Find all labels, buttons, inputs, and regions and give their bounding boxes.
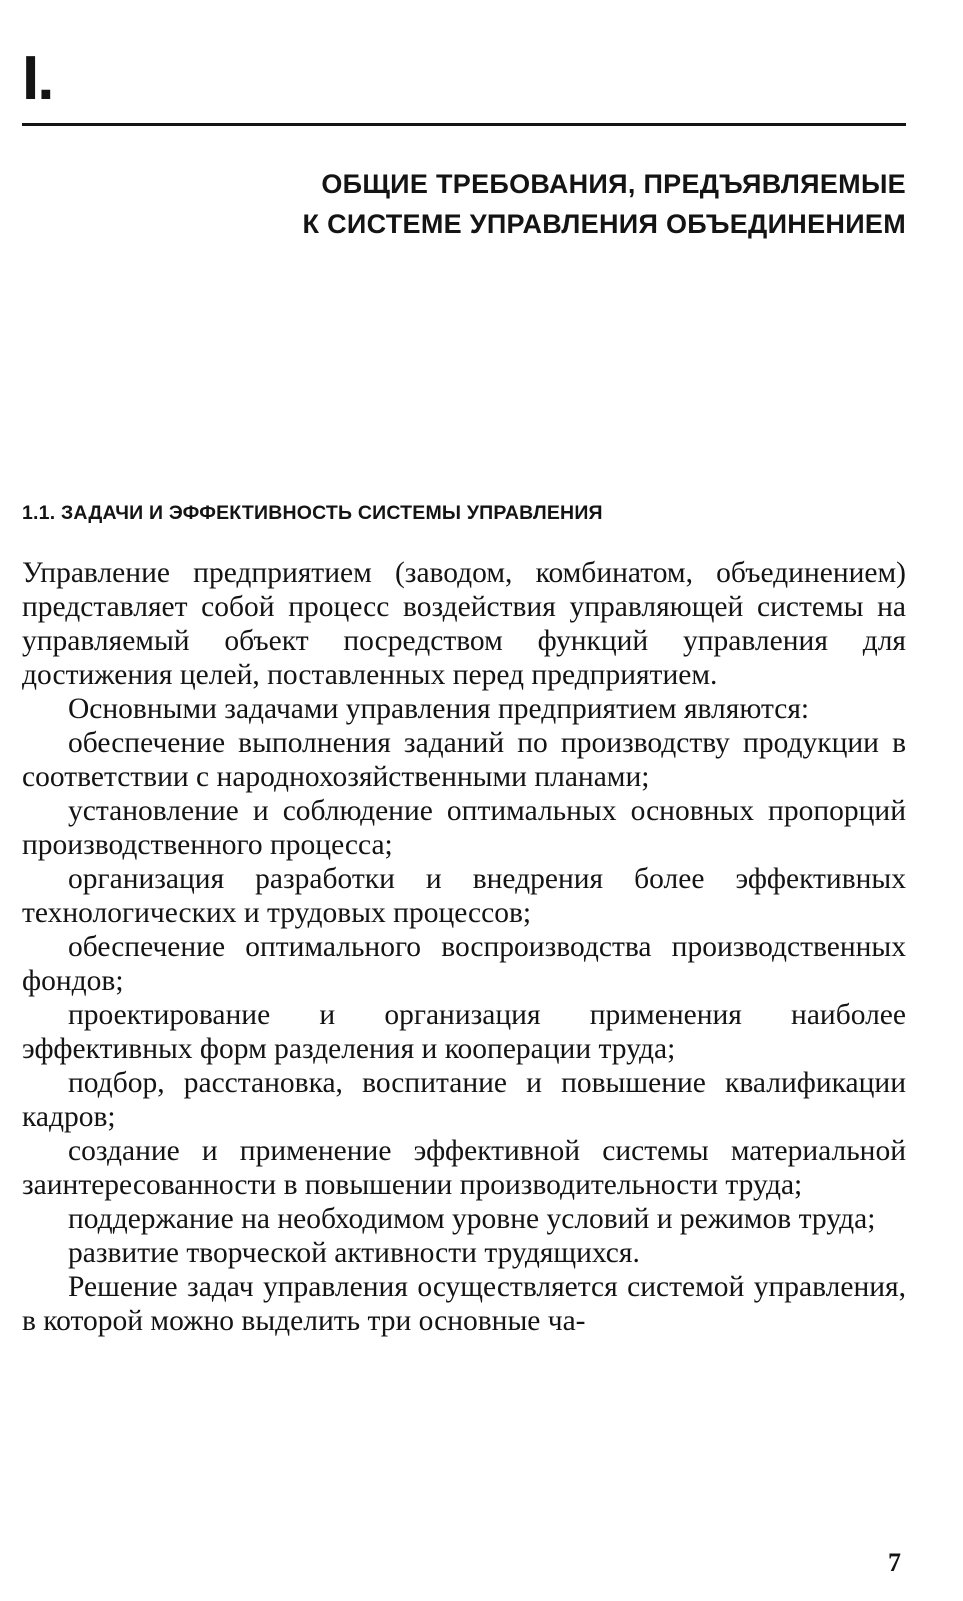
paragraph-intro: Управление предприятием (заводом, комбинатом, объединением) представляет собой процесс воздействия управляющей системы на управляемый объект посредством функций управления для достижения целей, поставленных перед предприятием. bbox=[22, 557, 906, 691]
task-item: поддержание на необходимом уровне условий и режимов труда; bbox=[68, 1203, 876, 1235]
chapter-title bbox=[146, 164, 906, 244]
chapter-number: I. bbox=[22, 44, 53, 113]
task-item: установление и соблюдение оптимальных основных пропорций производственного процесса; bbox=[22, 795, 906, 861]
paragraph-continuation: Решение задач управления осуществляется системой управления, в которой можно выделить три основные ча- bbox=[22, 1271, 906, 1337]
task-item: обеспечение выполнения заданий по производству продукции в соответствии с народнохозяйственными планами; bbox=[22, 727, 906, 793]
task-item: создание и применение эффективной системы материальной заинтересованности в повышении производительности труда; bbox=[22, 1135, 906, 1201]
task-item: организация разработки и внедрения более эффективных технологических и трудовых процессов; bbox=[22, 863, 906, 929]
body-text bbox=[22, 556, 906, 1338]
chapter-title-line-1: ОБЩИЕ ТРЕБОВАНИЯ, ПРЕДЪЯВЛЯЕМЫЕ bbox=[321, 169, 906, 199]
chapter-divider bbox=[22, 123, 906, 126]
paragraph-tasks-lead: Основными задачами управления предприятием являются: bbox=[68, 693, 810, 725]
chapter-title-line-2: К СИСТЕМЕ УПРАВЛЕНИЯ ОБЪЕДИНЕНИЕМ bbox=[302, 209, 906, 239]
task-item: развитие творческой активности трудящихся. bbox=[68, 1237, 640, 1269]
task-item: проектирование и организация применения наиболее эффективных форм разделения и кооперации труда; bbox=[22, 999, 906, 1065]
section-heading: 1.1. ЗАДАЧИ И ЭФФЕКТИВНОСТЬ СИСТЕМЫ УПРАВЛЕНИЯ bbox=[22, 502, 603, 524]
task-item: обеспечение оптимального воспроизводства производственных фондов; bbox=[22, 931, 906, 997]
task-item: подбор, расстановка, воспитание и повышение квалификации кадров; bbox=[22, 1067, 906, 1133]
page-number: 7 bbox=[888, 1548, 901, 1577]
